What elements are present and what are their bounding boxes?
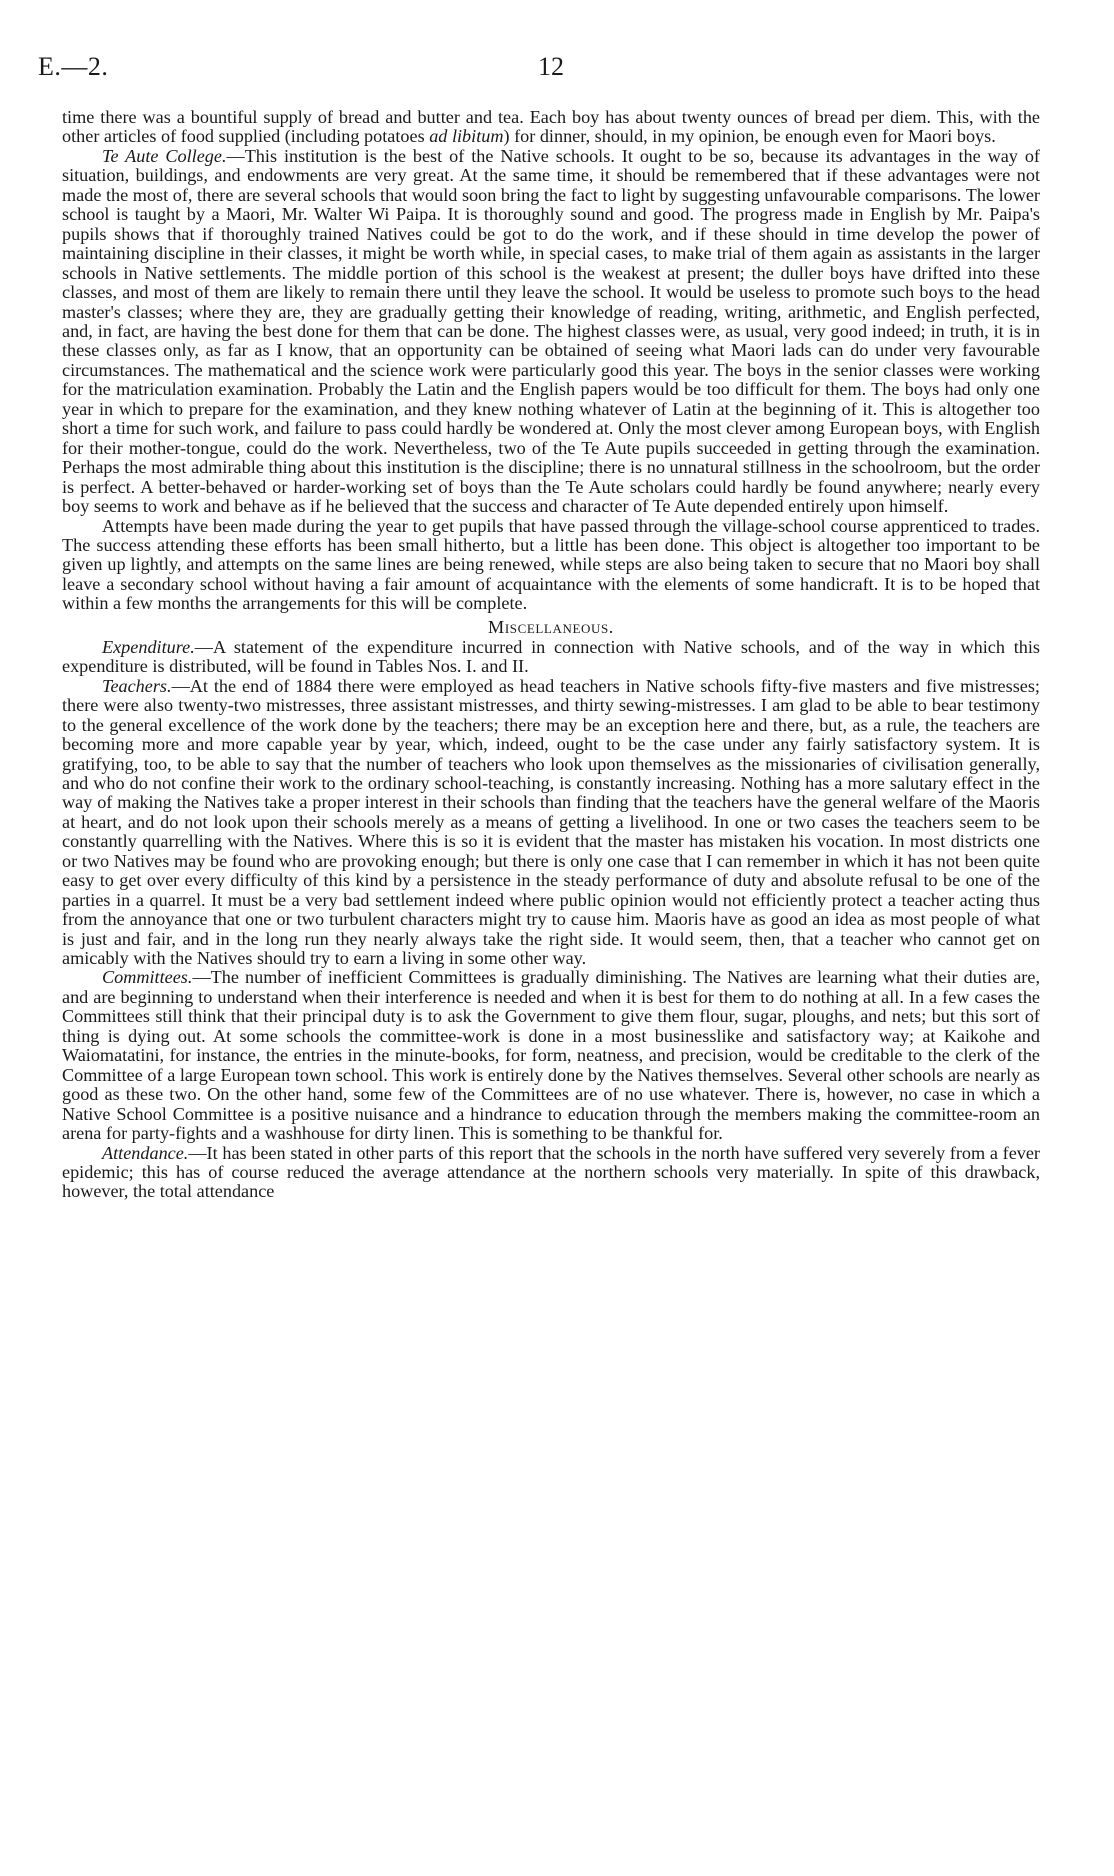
section-heading-miscellaneous: Miscellaneous. — [488, 616, 614, 637]
paragraph-expenditure: Expenditure.—A statement of the expenditure incurred in connection with Native schools, and of the way in which this expenditure is distributed, will be found in Tables Nos. I. and II. — [62, 636, 1040, 677]
document-reference: E.—2. — [38, 52, 109, 81]
body-text — [62, 108, 1040, 1202]
paragraph-attendance: Attendance.—It has been stated in other parts of this report that the schools in the north have suffered very severely from a fever epidemic; this has of course reduced the average attendance at the northern schools very materially. In spite of this drawback, however, the total attendance — [62, 1142, 1040, 1202]
paragraph-teachers: Teachers.—At the end of 1884 there were employed as head teachers in Native schools fifty-five masters and five mistresses; there were also twenty-two mistresses, three assistant mistresses, and thirty sewing-mistresses. I am glad to be able to bear testimony to the general excellence of the work done by the teachers; there may be an exception here and there, but, as a rule, the teachers are becoming more and more capable year by year, which, indeed, ought to be the case under any fairly satisfactory system. It is gratifying, too, to be able to say that the number of teachers who look upon themselves as the missionaries of civilisation generally, and who do not confine their work to the ordinary school-teaching, is constantly increasing. Nothing has a more salutary effect in the way of making the Natives take a proper interest in their schools than finding that the teachers have the general welfare of the Maoris at heart, and do not look upon their schools merely as a means of getting a livelihood. In one or two cases the teachers seem to be constantly quarrelling with the Natives. Where this is so it is evident that the master has mistaken his vocation. In most districts one or two Natives may be found who are provoking enough; but there is only one case that I can remember in which it has not been quite easy to get over every difficulty of this kind by a persistence in the steady performance of duty and absolute refusal to be one of the parties in a quarrel. It must be a very bad settlement indeed where public opinion would not efficiently protect a teacher acting thus from the annoyance that one or two turbulent characters might try to cause him. Maoris have as good an idea as most people of what is just and fair, and in the long run they nearly always take the right side. It would seem, then, that a teacher who cannot get on amicably with the Natives should try to earn a living in some other way. — [62, 675, 1040, 969]
paragraph-food-supply: time there was a bountiful supply of bread and butter and tea. Each boy has about twenty ounces of bread per diem. This, with the other articles of food supplied (including potatoes ad libitum) for dinner, should, in my opinion, be enough even for Maori boys. — [62, 107, 1040, 147]
paragraph-heading: Committees. — [102, 967, 193, 988]
paragraph-heading: Teachers. — [102, 675, 172, 696]
document-page — [38, 52, 1040, 1202]
page-header — [38, 52, 1040, 92]
paragraph-heading: Expenditure. — [102, 636, 195, 657]
page-number: 12 — [538, 52, 564, 81]
italic-phrase: ad libitum — [429, 126, 504, 147]
paragraph-te-aute-college: Te Aute College.—This institution is the best of the Native schools. It ought to be so, because its advantages in the way of situation, buildings, and endowments are very great. At the same time, it should be remembered that if these advantages were not made the most of, there are several schools that would soon bring the fact to light by suggesting unfavourable comparisons. The lower school is taught by a Maori, Mr. Walter Wi Paipa. It is thoroughly sound and good. The progress made in English by Mr. Paipa's pupils shows that if thoroughly trained Natives could be got to do the work, and if these should in time develop the power of maintaining discipline in their classes, it might be worth while, in special cases, to make trial of them again as assistants in the larger schools in Native settlements. The middle portion of this school is the weakest at present; the duller boys have drifted into these classes, and most of them are likely to remain there until they leave the school. It would be useless to promote such boys to the head master's classes; where they are, they are gradually getting their knowledge of reading, writing, arithmetic, and English perfected, and, in fact, are having the best done for them that can be done. The highest classes were, as usual, very good indeed; in truth, it is in these classes only, as far as I know, that an opportunity can be obtained of seeing what Maori lads can do under very favourable circumstances. The mathematical and the science work were particularly good this year. The boys in the senior classes were working for the matriculation examination. Probably the Latin and the English papers would be too difficult for them. The boys had only one year in which to prepare for the examination, and they knew nothing whatever of Latin at the beginning of it. This is altogether too short a time for such work, and failure to pass could hardly be wondered at. Only the most clever among European boys, with English for their mother-tongue, could do the work. Nevertheless, two of the Te Aute pupils succeeded in getting through the examination. Perhaps the most admirable thing about this institution is the discipline; there is no unnatural stillness in the schoolroom, but the order is perfect. A better-behaved or harder-working set of boys than the Te Aute scholars could hardly be found anywhere; nearly every boy seems to work and behave as if he believed that the success and character of Te Aute depended entirely upon himself. — [62, 145, 1040, 517]
paragraph-apprenticeship: Attempts have been made during the year to get pupils that have passed through the village-school course apprenticed to trades. The success attending these efforts has been small hitherto, but a little has been done. This object is altogether too important to be given up lightly, and attempts on the same lines are being renewed, while steps are also being taken to secure that no Maori boy shall leave a secondary school without having a fair amount of acquaintance with the elements of some handicraft. It is to be hoped that within a few months the arrangements for this will be complete. — [62, 515, 1040, 614]
paragraph-committees: Committees.—The number of inefficient Committees is gradually diminishing. The Natives are learning what their duties are, and are beginning to understand when their interference is needed and when it is best for them to do nothing at all. In a few cases the Committees still think that their principal duty is to ask the Government to give them flour, sugar, ploughs, and nets; but this sort of thing is dying out. At some schools the committee-work is done in a most businesslike and satisfactory way; at Kaikohe and Waiomatatini, for instance, the entries in the minute-books, for form, neatness, and precision, would be creditable to the clerk of the Committee of a large European town school. This work is entirely done by the Natives themselves. Several other schools are nearly as good as these two. On the other hand, some few of the Committees are of no use whatever. There is, however, no case in which a Native School Committee is a positive nuisance and a hindrance to education through the members making the committee-room an arena for party-fights and a washhouse for dirty linen. This is something to be thankful for. — [62, 967, 1040, 1144]
paragraph-heading: Te Aute College. — [102, 145, 227, 166]
paragraph-heading: Attendance. — [102, 1142, 189, 1163]
